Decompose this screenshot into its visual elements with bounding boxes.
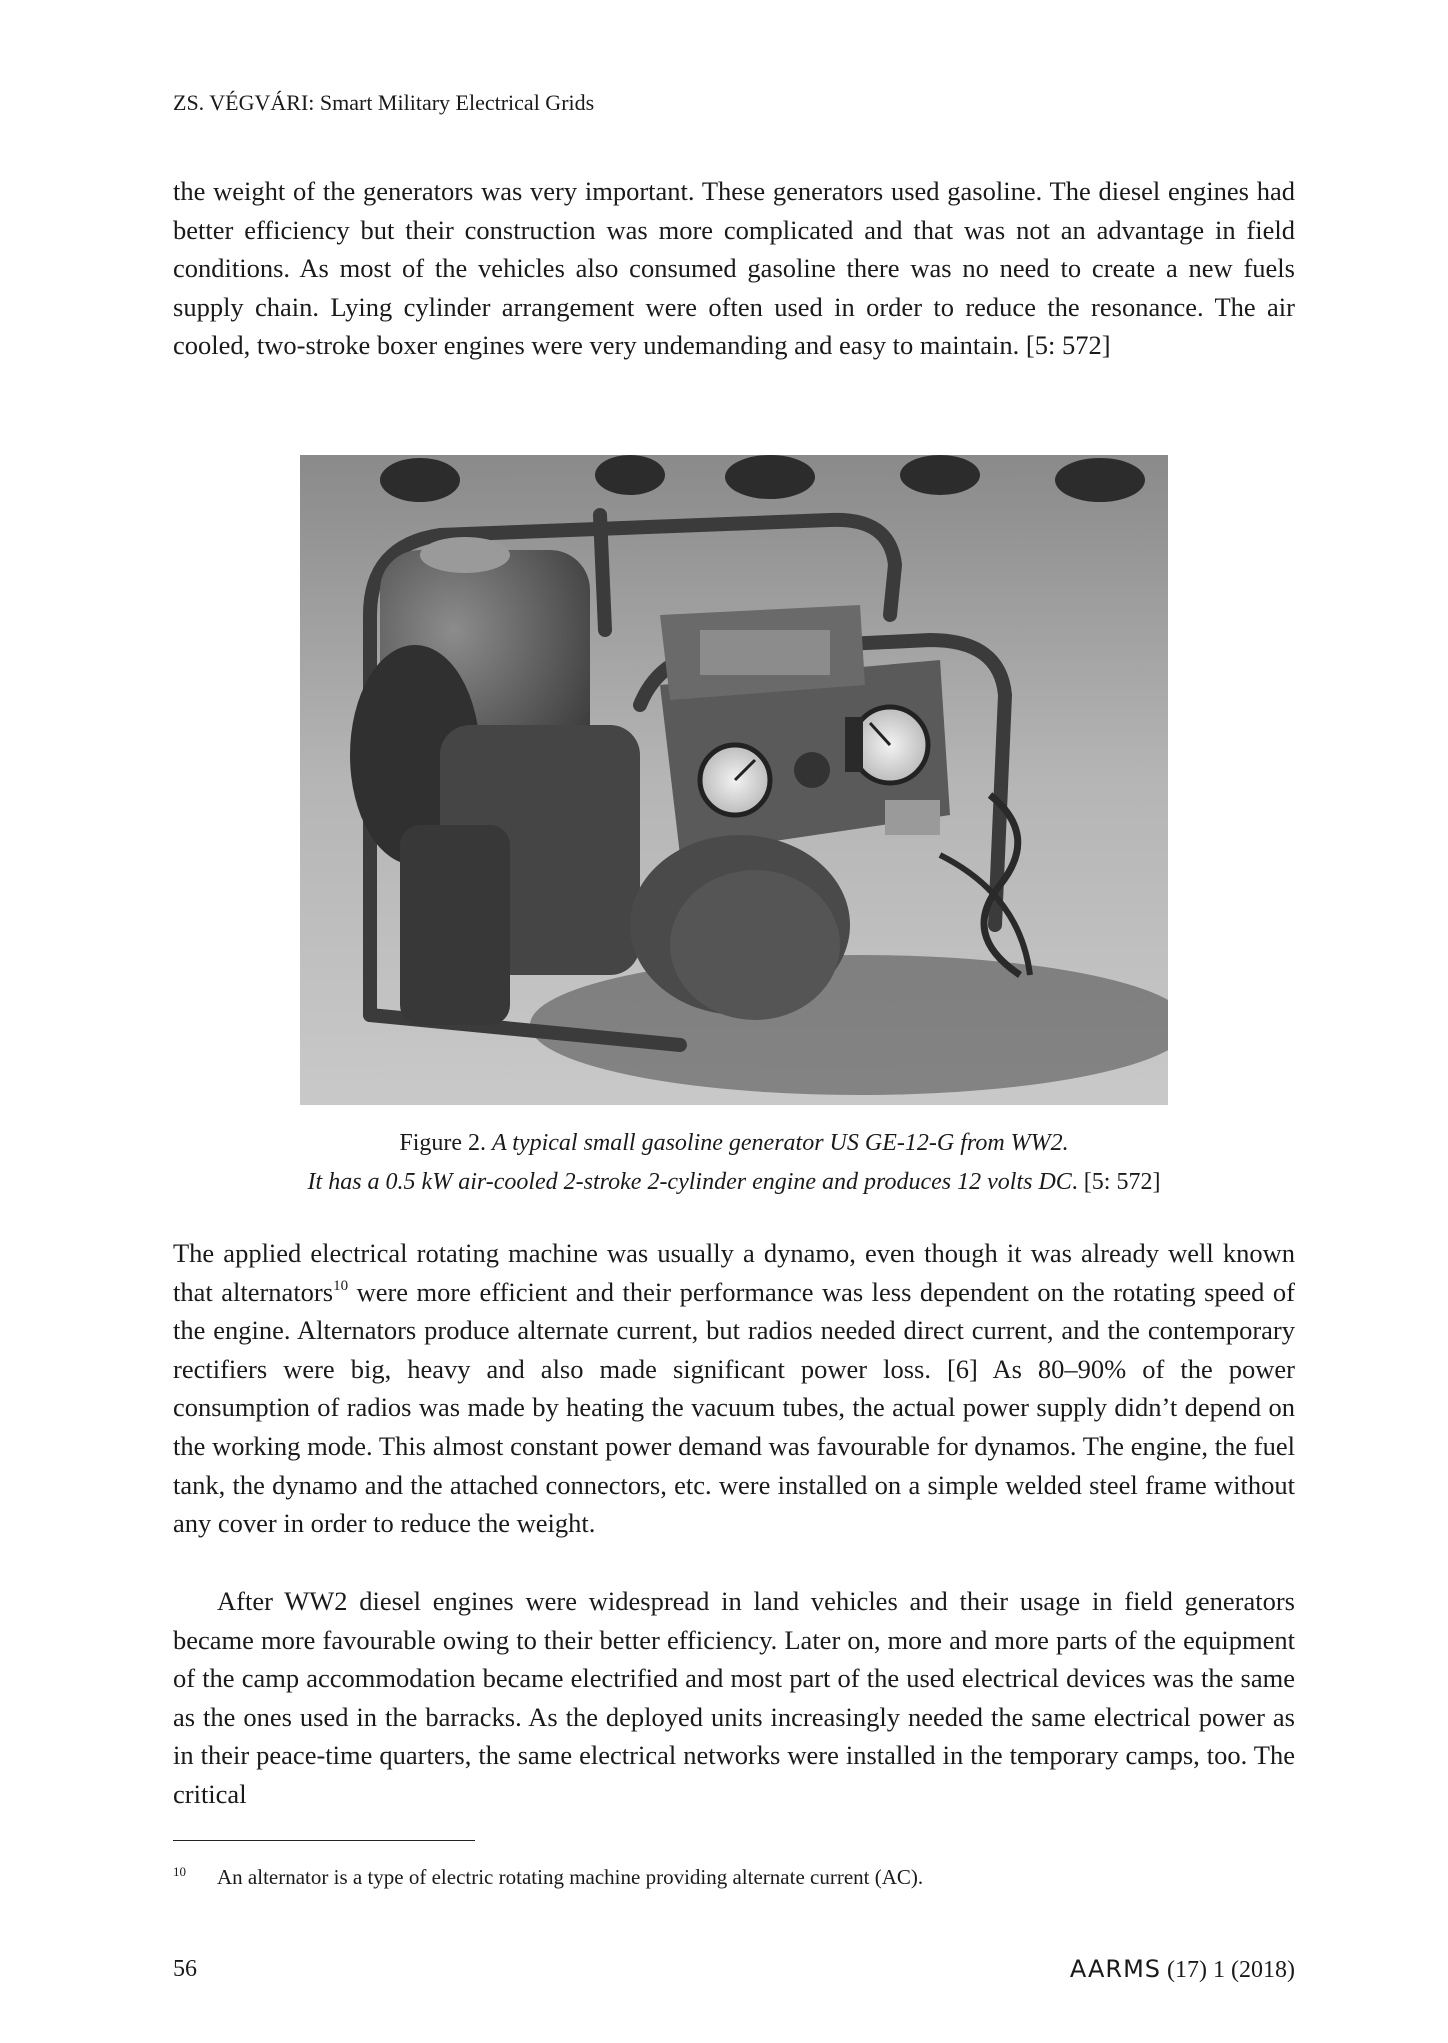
- footnote-text: An alternator is a type of electric rotating machine providing alternate current (AC).: [217, 1865, 924, 1889]
- caption-source: . [5: 572]: [1071, 1169, 1161, 1195]
- caption-line-1: [173, 1124, 1295, 1163]
- body-paragraph-3: After WW2 diesel engines were widespread in land vehicles and their usage in field generators became more favourable owing to their better efficiency. Later on, more and more parts of the equipment of the camp accommodation became electrified and most part of the used electrical devices was the same as the ones used in the barracks. As the deployed units increasingly needed the same electrical power as in their peace-time quarters, the same electrical networks were installed in the temporary camps, too. The critical: [173, 1586, 1295, 1809]
- journal-reference: [1070, 1953, 1295, 1986]
- footnote: [173, 1857, 1295, 1892]
- body-paragraph-2: [173, 1234, 1295, 1543]
- body-paragraph-2-start: The applied electrical rotating machine was usually a dynamo, even though it was already well known that alternators: [173, 1238, 1295, 1307]
- footnote-divider: [173, 1840, 475, 1841]
- figure-generator-photo: [300, 455, 1168, 1105]
- footnote-number: 10: [173, 1864, 186, 1879]
- figure-label: Figure 2.: [399, 1130, 487, 1156]
- journal-issue: (17) 1 (2018): [1167, 1957, 1295, 1983]
- body-paragraph-1: the weight of the generators was very important. These generators used gasoline. The diesel engines had better efficiency but their construction was more complicated and that was not an advantage in field conditions. As most of the vehicles also consumed gasoline there was no need to create a new fuels supply chain. Lying cylinder arrangement were often used in order to reduce the resonance. The air cooled, two-stroke boxer engines were very undemanding and easy to maintain. [5: 572]: [173, 176, 1295, 361]
- footnote-reference[interactable]: 10: [333, 1277, 349, 1294]
- generator-photo-image: [300, 455, 1168, 1105]
- running-head: ZS. VÉGVÁRI: Smart Military Electrical Grids: [173, 90, 595, 115]
- journal-logo: AARMS: [1069, 1955, 1162, 1983]
- body-paragraph-2-rest: were more efficient and their performance was less dependent on the rotating speed of the engine. Alternators produce alternate current, but radios needed direct current, and the contemporary rectifiers were big, heavy and also made significant power loss. [6] As 80–90% of the power consumption of radios was made by heating the vacuum tubes, the actual power supply didn’t depend on the working mode. This almost constant power demand was favourable for dynamos. The engine, the fuel tank, the dynamo and the attached connectors, etc. were installed on a simple welded steel frame without any cover in order to reduce the weight.: [173, 1276, 1295, 1539]
- caption-description: It has a 0.5 kW air-cooled 2-stroke 2-cylinder engine and produces 12 volts DC: [307, 1169, 1072, 1195]
- caption-title: A typical small gasoline generator US GE-12-G from WW2.: [492, 1130, 1069, 1156]
- caption-line-2: [173, 1163, 1295, 1202]
- figure-caption: [173, 1124, 1295, 1202]
- page-number: 56: [173, 1956, 197, 1982]
